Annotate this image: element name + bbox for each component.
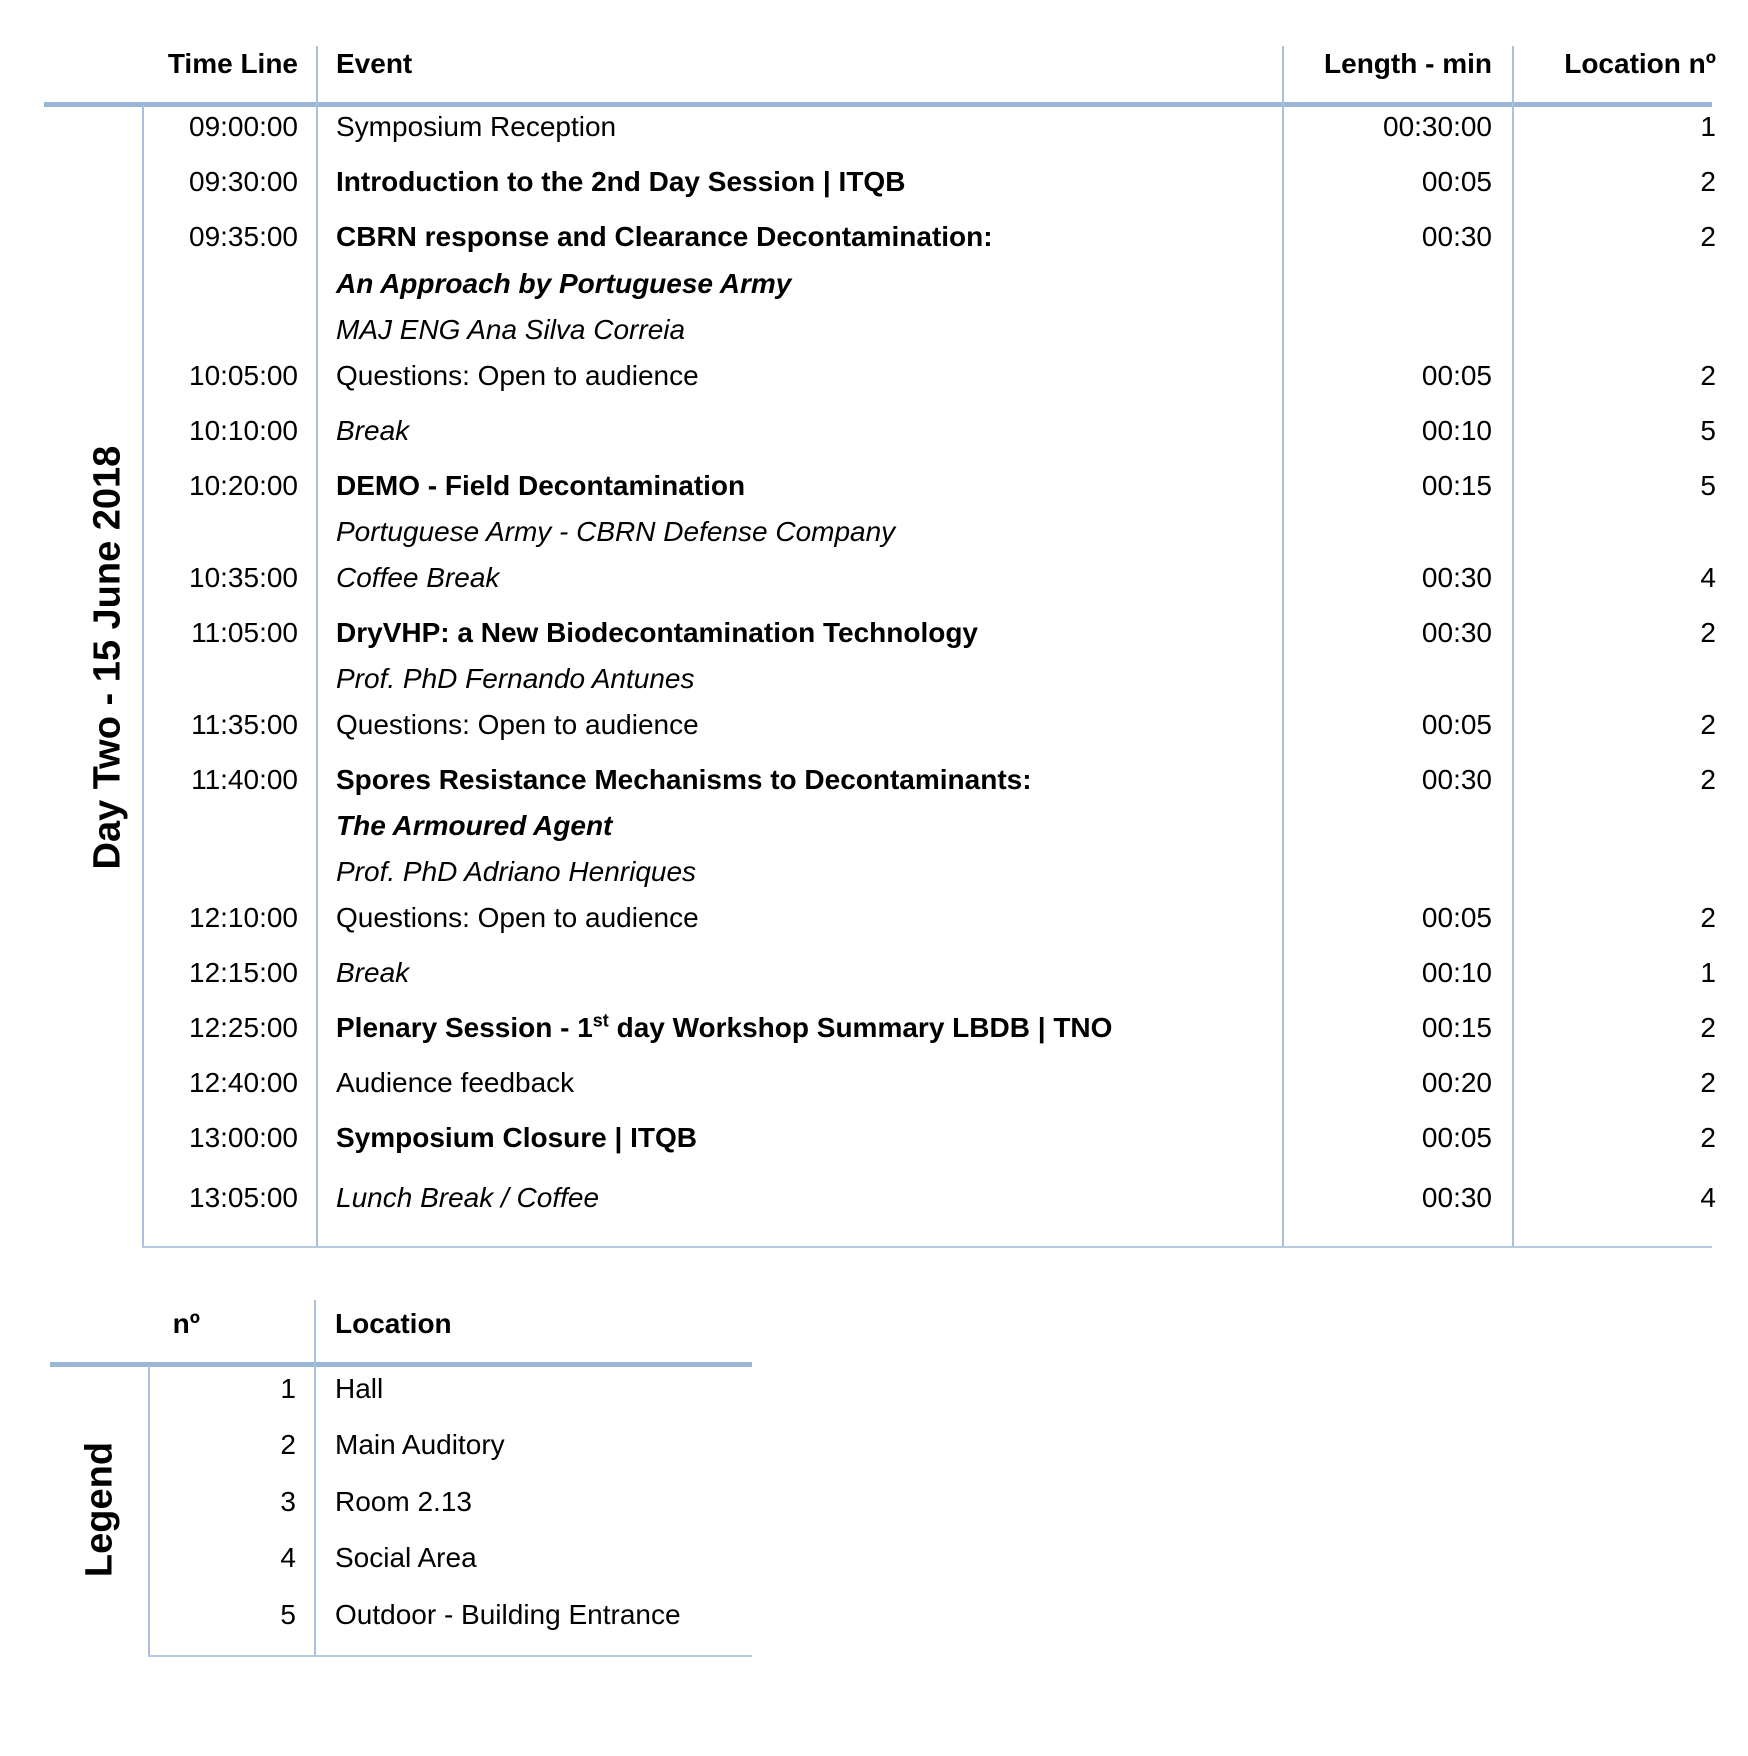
time-cell: 12:40:00 xyxy=(189,1067,298,1098)
event-cell: Break xyxy=(336,957,410,988)
ordinal-suffix: st xyxy=(592,1010,609,1031)
location-cell: 2 xyxy=(1700,1012,1716,1043)
event-cell: Break xyxy=(336,415,410,446)
event-text: Plenary Session - 1 xyxy=(336,1012,593,1043)
location-cell: 2 xyxy=(1700,709,1716,740)
time-cell: 12:25:00 xyxy=(189,1012,298,1043)
legend-header-no: nº xyxy=(172,1308,200,1339)
event-cell: MAJ ENG Ana Silva Correia xyxy=(336,314,686,345)
length-cell: 00:20 xyxy=(1421,1067,1492,1098)
legend-no-cell: 5 xyxy=(280,1599,296,1630)
length-cell: 00:05 xyxy=(1421,1122,1492,1153)
length-cell: 00:10 xyxy=(1421,415,1492,446)
location-cell: 5 xyxy=(1700,415,1716,446)
table-row xyxy=(0,112,1748,142)
table-row xyxy=(0,517,1748,547)
legend-row xyxy=(0,1543,760,1573)
length-cell: 00:30 xyxy=(1421,221,1492,252)
legend-location-cell: Social Area xyxy=(335,1542,477,1573)
location-cell: 2 xyxy=(1700,166,1716,197)
length-cell: 00:10 xyxy=(1421,957,1492,988)
location-cell: 2 xyxy=(1700,617,1716,648)
table-row xyxy=(0,903,1748,933)
length-cell: 00:05 xyxy=(1421,902,1492,933)
length-cell: 00:30 xyxy=(1421,764,1492,795)
location-cell: 1 xyxy=(1700,111,1716,142)
time-cell: 10:20:00 xyxy=(189,470,298,501)
header-event: Event xyxy=(336,48,413,79)
header-time-line: Time Line xyxy=(167,48,298,79)
event-cell: CBRN response and Clearance Decontamination: xyxy=(336,221,993,252)
time-cell: 11:40:00 xyxy=(191,764,298,795)
location-cell: 2 xyxy=(1700,221,1716,252)
legend-location-cell: Outdoor - Building Entrance xyxy=(335,1599,681,1630)
legend-location-cell: Hall xyxy=(335,1373,384,1404)
table-row xyxy=(0,710,1748,740)
length-cell: 00:05 xyxy=(1421,166,1492,197)
table-row xyxy=(0,269,1748,299)
bottom-rule xyxy=(142,1246,1712,1248)
location-cell: 5 xyxy=(1700,470,1716,501)
event-cell: Symposium Reception xyxy=(336,111,617,142)
event-cell: Coffee Break xyxy=(336,562,500,593)
event-cell: The Armoured Agent xyxy=(336,810,613,841)
time-cell: 09:00:00 xyxy=(189,111,298,142)
table-row xyxy=(0,222,1748,252)
legend-row xyxy=(0,1600,760,1630)
time-cell: 12:10:00 xyxy=(189,902,298,933)
table-row xyxy=(0,563,1748,593)
event-cell: Prof. PhD Adriano Henriques xyxy=(336,856,697,887)
legend-no-cell: 2 xyxy=(280,1429,296,1460)
event-cell: An Approach by Portuguese Army xyxy=(336,268,792,299)
event-cell: Questions: Open to audience xyxy=(336,360,699,391)
time-cell: 10:05:00 xyxy=(189,360,298,391)
event-cell: Questions: Open to audience xyxy=(336,709,699,740)
length-cell: 00:05 xyxy=(1421,360,1492,391)
location-cell: 4 xyxy=(1700,1182,1716,1213)
length-cell: 00:30 xyxy=(1421,1182,1492,1213)
event-cell xyxy=(336,1010,1113,1043)
event-cell: Questions: Open to audience xyxy=(336,902,699,933)
header-location: Location nº xyxy=(1564,48,1716,79)
legend-no-cell: 3 xyxy=(280,1486,296,1517)
legend-no-cell: 1 xyxy=(280,1373,296,1404)
location-cell: 4 xyxy=(1700,562,1716,593)
length-cell: 00:05 xyxy=(1421,709,1492,740)
table-row xyxy=(0,618,1748,648)
table-row xyxy=(0,167,1748,197)
table-row xyxy=(0,1183,1748,1213)
event-cell: Portuguese Army - CBRN Defense Company xyxy=(336,516,896,547)
table-row xyxy=(0,857,1748,887)
legend-row xyxy=(0,1487,760,1517)
time-cell: 13:05:00 xyxy=(189,1182,298,1213)
legend-row xyxy=(0,1430,760,1460)
event-cell: Lunch Break / Coffee xyxy=(336,1182,600,1213)
length-cell: 00:30:00 xyxy=(1383,111,1492,142)
header-length: Length - min xyxy=(1324,48,1492,79)
table-row xyxy=(0,958,1748,988)
length-cell: 00:30 xyxy=(1421,562,1492,593)
legend-row xyxy=(0,1374,760,1404)
event-cell: Prof. PhD Fernando Antunes xyxy=(336,663,695,694)
length-cell: 00:15 xyxy=(1421,470,1492,501)
table-row xyxy=(0,1068,1748,1098)
table-row xyxy=(0,315,1748,345)
location-cell: 2 xyxy=(1700,360,1716,391)
location-cell: 2 xyxy=(1700,902,1716,933)
event-cell: Symposium Closure | ITQB xyxy=(336,1122,698,1153)
event-cell: Spores Resistance Mechanisms to Decontaminants: xyxy=(336,764,1032,795)
table-row xyxy=(0,416,1748,446)
location-cell: 2 xyxy=(1700,1067,1716,1098)
table-row xyxy=(0,664,1748,694)
legend-header-location: Location xyxy=(335,1308,452,1339)
header-rule xyxy=(44,102,1712,107)
legend-location-cell: Room 2.13 xyxy=(335,1486,472,1517)
time-cell: 09:30:00 xyxy=(189,166,298,197)
table-row xyxy=(0,1010,1748,1043)
location-cell: 1 xyxy=(1700,957,1716,988)
event-cell: DEMO - Field Decontamination xyxy=(336,470,746,501)
time-cell: 11:05:00 xyxy=(191,617,298,648)
table-row xyxy=(0,765,1748,795)
event-cell: Introduction to the 2nd Day Session | ITQB xyxy=(336,166,906,197)
time-cell: 10:35:00 xyxy=(189,562,298,593)
time-cell: 09:35:00 xyxy=(189,221,298,252)
table-row xyxy=(0,361,1748,391)
event-text: day Workshop Summary LBDB | TNO xyxy=(608,1012,1113,1043)
location-cell: 2 xyxy=(1700,764,1716,795)
table-row xyxy=(0,811,1748,841)
legend-bottom-rule xyxy=(148,1655,752,1657)
legend-header-rule xyxy=(50,1362,752,1367)
length-cell: 00:15 xyxy=(1421,1012,1492,1043)
time-cell: 10:10:00 xyxy=(189,415,298,446)
legend-label: Legend xyxy=(78,1441,121,1578)
length-cell: 00:30 xyxy=(1421,617,1492,648)
time-cell: 11:35:00 xyxy=(191,709,298,740)
location-cell: 2 xyxy=(1700,1122,1716,1153)
legend-location-cell: Main Auditory xyxy=(335,1429,505,1460)
table-row xyxy=(0,1123,1748,1153)
time-cell: 12:15:00 xyxy=(189,957,298,988)
event-cell: DryVHP: a New Biodecontamination Technology xyxy=(336,617,979,648)
event-cell: Audience feedback xyxy=(336,1067,575,1098)
table-row xyxy=(0,471,1748,501)
day-label: Day Two - 15 June 2018 xyxy=(86,445,129,870)
legend-no-cell: 4 xyxy=(280,1542,296,1573)
time-cell: 13:00:00 xyxy=(189,1122,298,1153)
